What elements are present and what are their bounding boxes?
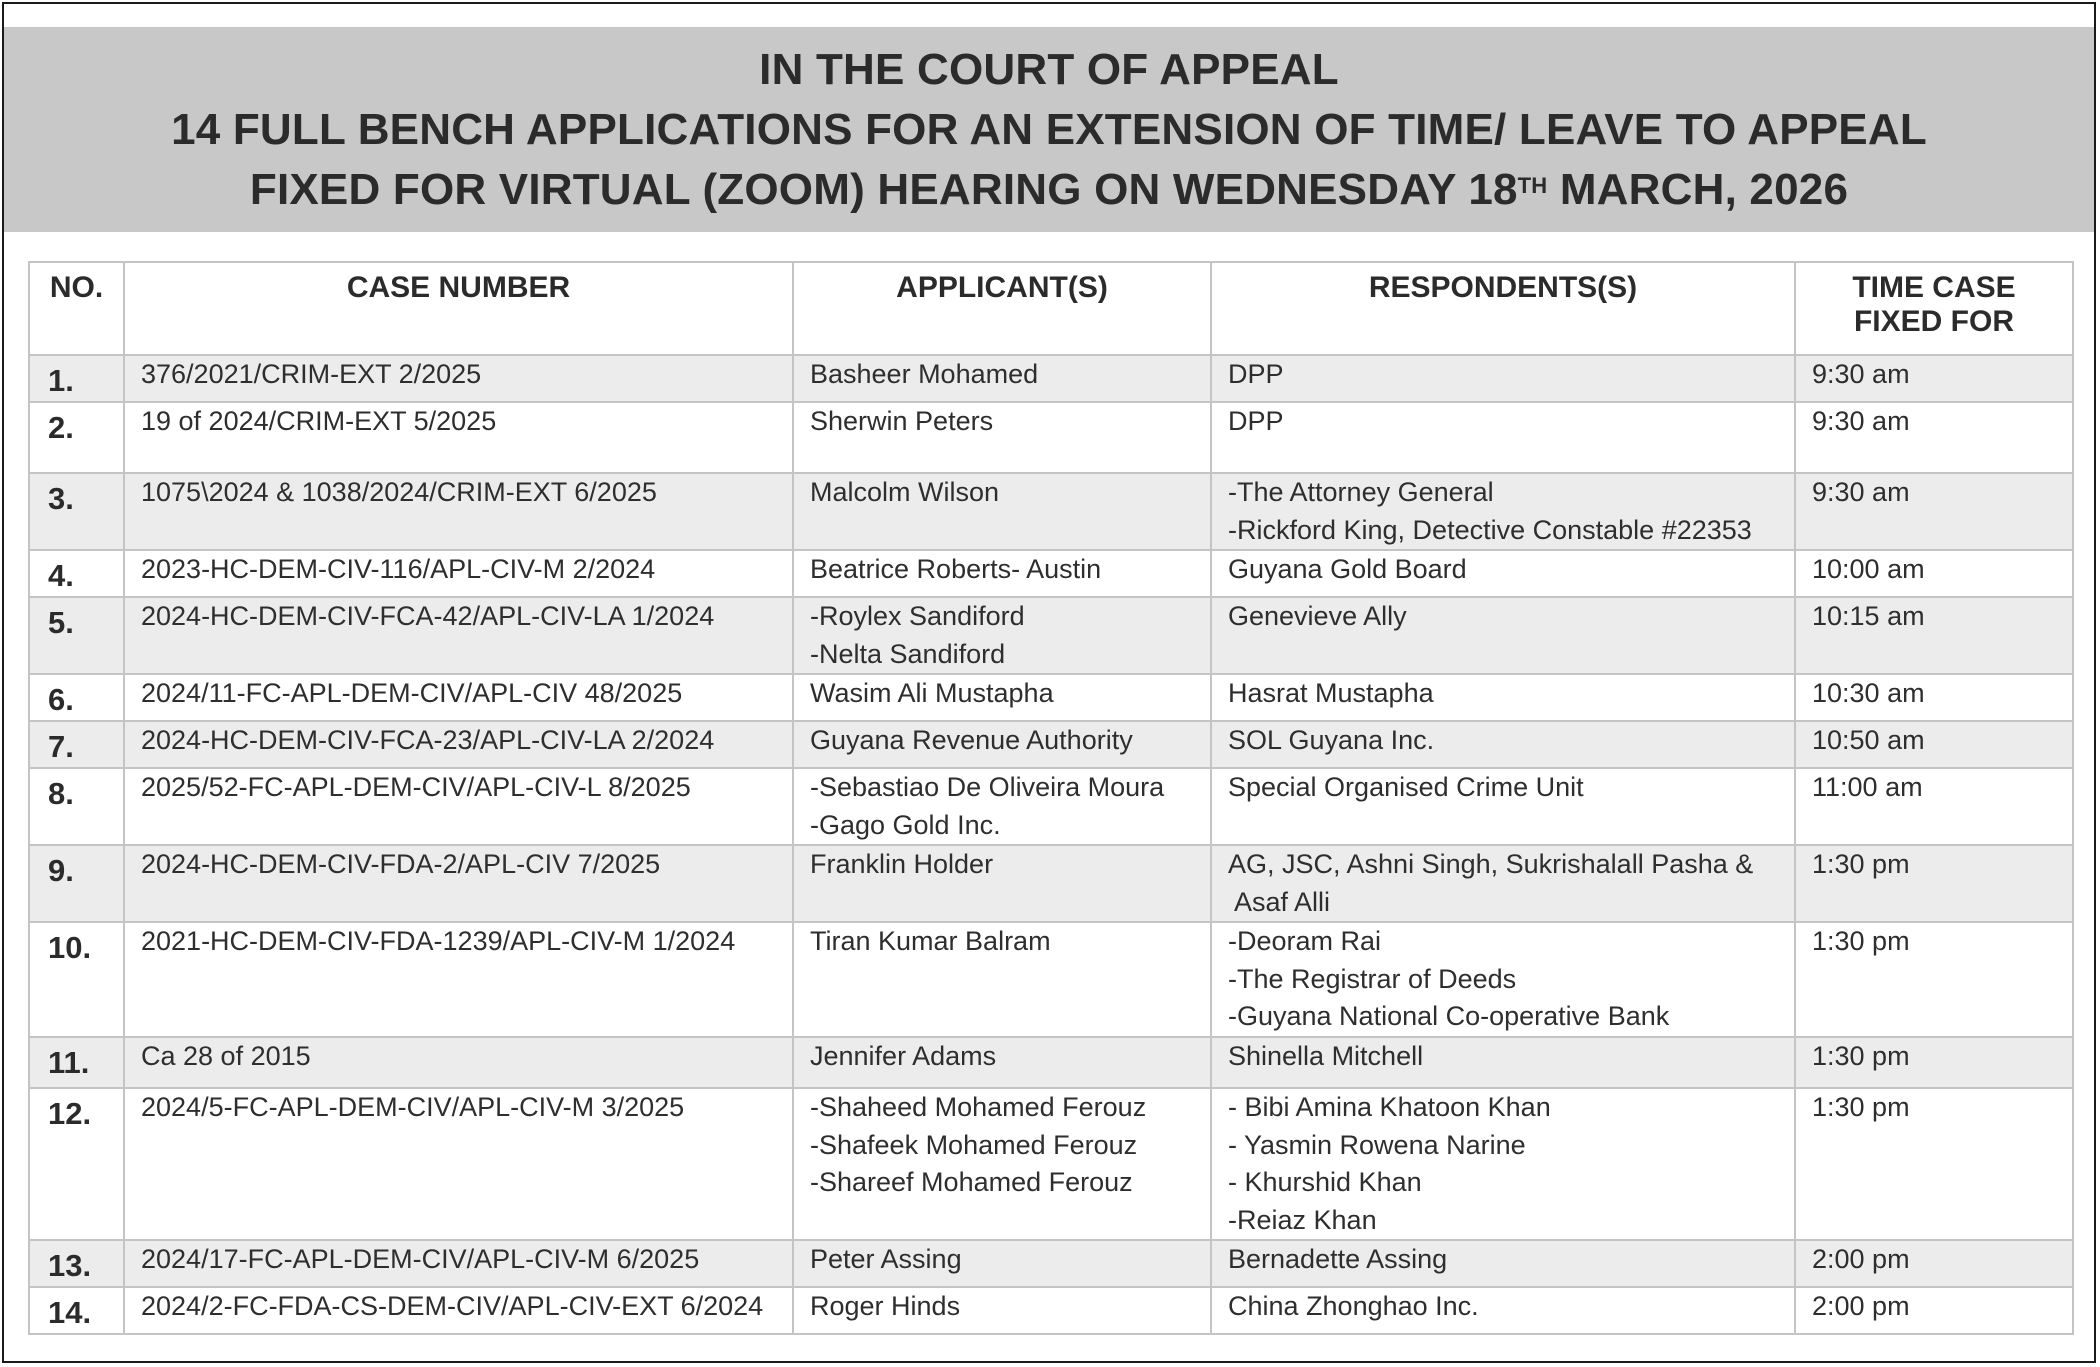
respondent-name: China Zhonghao Inc. xyxy=(1228,1291,1479,1321)
time-cell: 1:30 pm xyxy=(1795,1037,2073,1088)
respondents-cell xyxy=(1211,721,1795,768)
applicants-cell xyxy=(793,473,1211,550)
time-cell: 9:30 am xyxy=(1795,473,2073,550)
hearing-date-text: FIXED FOR VIRTUAL (ZOOM) HEARING ON WEDNESDAY 18 xyxy=(249,164,1518,214)
row-number: 8. xyxy=(29,768,124,845)
time-cell: 10:15 am xyxy=(1795,597,2073,674)
row-number: 6. xyxy=(29,674,124,721)
respondent-name: DPP xyxy=(1228,406,1284,436)
applicants-cell xyxy=(793,1287,1211,1334)
row-number: 1. xyxy=(29,355,124,402)
case-number-cell: 2024-HC-DEM-CIV-FCA-23/APL-CIV-LA 2/2024 xyxy=(124,721,793,768)
time-cell: 1:30 pm xyxy=(1795,845,2073,922)
applicant-name: -Sebastiao De Oliveira Moura xyxy=(810,772,1165,802)
table-row xyxy=(29,1088,2073,1240)
time-cell: 2:00 pm xyxy=(1795,1287,2073,1334)
applicant-name: Beatrice Roberts- Austin xyxy=(810,554,1102,584)
column-header-time: TIME CASE FIXED FOR xyxy=(1795,262,2073,355)
respondent-name: AG, JSC, Ashni Singh, Sukrishalall Pasha & xyxy=(1228,849,1754,879)
row-number: 9. xyxy=(29,845,124,922)
respondent-name: -Guyana National Co-operative Bank xyxy=(1228,1001,1670,1031)
date-ordinal-suffix: TH xyxy=(1517,172,1548,198)
applicant-name: Wasim Ali Mustapha xyxy=(810,678,1054,708)
applicant-name: Basheer Mohamed xyxy=(810,359,1039,389)
applicant-name: -Shareef Mohamed Ferouz xyxy=(810,1167,1133,1197)
column-header-applicants: APPLICANT(S) xyxy=(793,262,1211,355)
row-number: 10. xyxy=(29,922,124,1037)
respondents-cell xyxy=(1211,768,1795,845)
table-row xyxy=(29,845,2073,922)
respondent-name: - Bibi Amina Khatoon Khan xyxy=(1228,1092,1551,1122)
table-header-row xyxy=(29,262,2073,355)
table-row xyxy=(29,721,2073,768)
respondent-name: Shinella Mitchell xyxy=(1228,1041,1424,1071)
time-cell: 9:30 am xyxy=(1795,355,2073,402)
hearing-schedule-table xyxy=(28,261,2074,1335)
time-cell: 10:00 am xyxy=(1795,550,2073,597)
applicant-name: Malcolm Wilson xyxy=(810,477,1000,507)
table-row xyxy=(29,402,2073,473)
case-number-cell: Ca 28 of 2015 xyxy=(124,1037,793,1088)
respondents-cell xyxy=(1211,1088,1795,1240)
applicant-name: Sherwin Peters xyxy=(810,406,994,436)
applicant-name: Roger Hinds xyxy=(810,1291,961,1321)
case-number-cell: 376/2021/CRIM-EXT 2/2025 xyxy=(124,355,793,402)
table-row xyxy=(29,1037,2073,1088)
column-header-no: NO. xyxy=(29,262,124,355)
respondents-cell xyxy=(1211,550,1795,597)
row-number: 14. xyxy=(29,1287,124,1334)
row-number: 12. xyxy=(29,1088,124,1240)
respondent-name: -The Registrar of Deeds xyxy=(1228,963,1517,994)
case-number-cell: 2021-HC-DEM-CIV-FDA-1239/APL-CIV-M 1/2024 xyxy=(124,922,793,1037)
time-cell: 9:30 am xyxy=(1795,402,2073,473)
time-cell: 2:00 pm xyxy=(1795,1240,2073,1287)
time-cell: 10:30 am xyxy=(1795,674,2073,721)
respondents-cell xyxy=(1211,1037,1795,1088)
applicant-name: -Roylex Sandiford xyxy=(810,601,1025,631)
table-row xyxy=(29,922,2073,1037)
case-number-cell: 2024/2-FC-FDA-CS-DEM-CIV/APL-CIV-EXT 6/2024 xyxy=(124,1287,793,1334)
respondents-cell xyxy=(1211,845,1795,922)
case-number-cell: 2024/11-FC-APL-DEM-CIV/APL-CIV 48/2025 xyxy=(124,674,793,721)
applicants-cell xyxy=(793,768,1211,845)
table-row xyxy=(29,550,2073,597)
respondents-cell xyxy=(1211,473,1795,550)
applicants-cell xyxy=(793,1088,1211,1240)
case-number-cell: 2024-HC-DEM-CIV-FDA-2/APL-CIV 7/2025 xyxy=(124,845,793,922)
applicant-name: Tiran Kumar Balram xyxy=(810,926,1051,956)
time-cell: 1:30 pm xyxy=(1795,922,2073,1037)
respondent-name: Guyana Gold Board xyxy=(1228,554,1467,584)
applicant-name: Peter Assing xyxy=(810,1244,962,1274)
case-number-cell: 19 of 2024/CRIM-EXT 5/2025 xyxy=(124,402,793,473)
applicant-name: -Shaheed Mohamed Ferouz xyxy=(810,1092,1147,1122)
respondent-name: -Reiaz Khan xyxy=(1228,1204,1377,1235)
respondent-name: SOL Guyana Inc. xyxy=(1228,725,1435,755)
respondent-name: Genevieve Ally xyxy=(1228,601,1407,631)
time-cell: 1:30 pm xyxy=(1795,1088,2073,1240)
hearing-month-year: MARCH, 2026 xyxy=(1547,164,1849,214)
respondents-cell xyxy=(1211,1287,1795,1334)
applicant-name: -Shafeek Mohamed Ferouz xyxy=(810,1129,1138,1160)
case-number-cell: 2023-HC-DEM-CIV-116/APL-CIV-M 2/2024 xyxy=(124,550,793,597)
case-number-cell: 2025/52-FC-APL-DEM-CIV/APL-CIV-L 8/2025 xyxy=(124,768,793,845)
respondent-name: -The Attorney General xyxy=(1228,477,1494,507)
time-cell: 11:00 am xyxy=(1795,768,2073,845)
respondent-name: DPP xyxy=(1228,359,1284,389)
applicants-cell xyxy=(793,1240,1211,1287)
respondents-cell xyxy=(1211,402,1795,473)
respondent-name: -Deoram Rai xyxy=(1228,926,1382,956)
row-number: 3. xyxy=(29,473,124,550)
applicants-cell xyxy=(793,845,1211,922)
applicants-cell xyxy=(793,597,1211,674)
respondent-name: - Khurshid Khan xyxy=(1228,1167,1422,1197)
respondents-cell xyxy=(1211,674,1795,721)
applicants-cell xyxy=(793,402,1211,473)
table-row xyxy=(29,473,2073,550)
respondents-cell xyxy=(1211,597,1795,674)
respondents-cell xyxy=(1211,355,1795,402)
respondents-cell xyxy=(1211,922,1795,1037)
case-number-cell: 2024/5-FC-APL-DEM-CIV/APL-CIV-M 3/2025 xyxy=(124,1088,793,1240)
notice-header xyxy=(4,27,2094,232)
applicants-cell xyxy=(793,1037,1211,1088)
case-number-cell: 2024-HC-DEM-CIV-FCA-42/APL-CIV-LA 1/2024 xyxy=(124,597,793,674)
case-number-cell: 2024/17-FC-APL-DEM-CIV/APL-CIV-M 6/2025 xyxy=(124,1240,793,1287)
applicant-name: Jennifer Adams xyxy=(810,1041,997,1071)
respondent-name: Bernadette Assing xyxy=(1228,1244,1448,1274)
time-cell: 10:50 am xyxy=(1795,721,2073,768)
table-row xyxy=(29,1287,2073,1334)
row-number: 7. xyxy=(29,721,124,768)
applicant-name: -Gago Gold Inc. xyxy=(810,809,1001,840)
table-row xyxy=(29,1240,2073,1287)
applicant-name: -Nelta Sandiford xyxy=(810,638,1006,669)
table-row xyxy=(29,768,2073,845)
row-number: 11. xyxy=(29,1037,124,1088)
applicants-cell xyxy=(793,922,1211,1037)
respondent-name: Asaf Alli xyxy=(1228,886,1331,917)
table-row xyxy=(29,355,2073,402)
respondent-name: -Rickford King, Detective Constable #22353 xyxy=(1228,514,1752,545)
applicants-cell xyxy=(793,721,1211,768)
court-title: IN THE COURT OF APPEAL xyxy=(759,44,1339,94)
respondent-name: Special Organised Crime Unit xyxy=(1228,772,1584,802)
respondent-name: Hasrat Mustapha xyxy=(1228,678,1434,708)
row-number: 5. xyxy=(29,597,124,674)
hearing-date-line xyxy=(250,160,1848,220)
applicant-name: Franklin Holder xyxy=(810,849,994,879)
respondents-cell xyxy=(1211,1240,1795,1287)
notice-subtitle: 14 FULL BENCH APPLICATIONS FOR AN EXTENSION OF TIME/ LEAVE TO APPEAL xyxy=(171,104,1927,154)
applicant-name: Guyana Revenue Authority xyxy=(810,725,1133,755)
table-row xyxy=(29,674,2073,721)
applicants-cell xyxy=(793,355,1211,402)
table-row xyxy=(29,597,2073,674)
row-number: 2. xyxy=(29,402,124,473)
column-header-respondents: RESPONDENTS(S) xyxy=(1211,262,1795,355)
applicants-cell xyxy=(793,550,1211,597)
applicants-cell xyxy=(793,674,1211,721)
table-body xyxy=(29,355,2073,1334)
case-number-cell: 1075\2024 & 1038/2024/CRIM-EXT 6/2025 xyxy=(124,473,793,550)
column-header-case-number: CASE NUMBER xyxy=(124,262,793,355)
respondent-name: - Yasmin Rowena Narine xyxy=(1228,1129,1526,1160)
row-number: 13. xyxy=(29,1240,124,1287)
row-number: 4. xyxy=(29,550,124,597)
